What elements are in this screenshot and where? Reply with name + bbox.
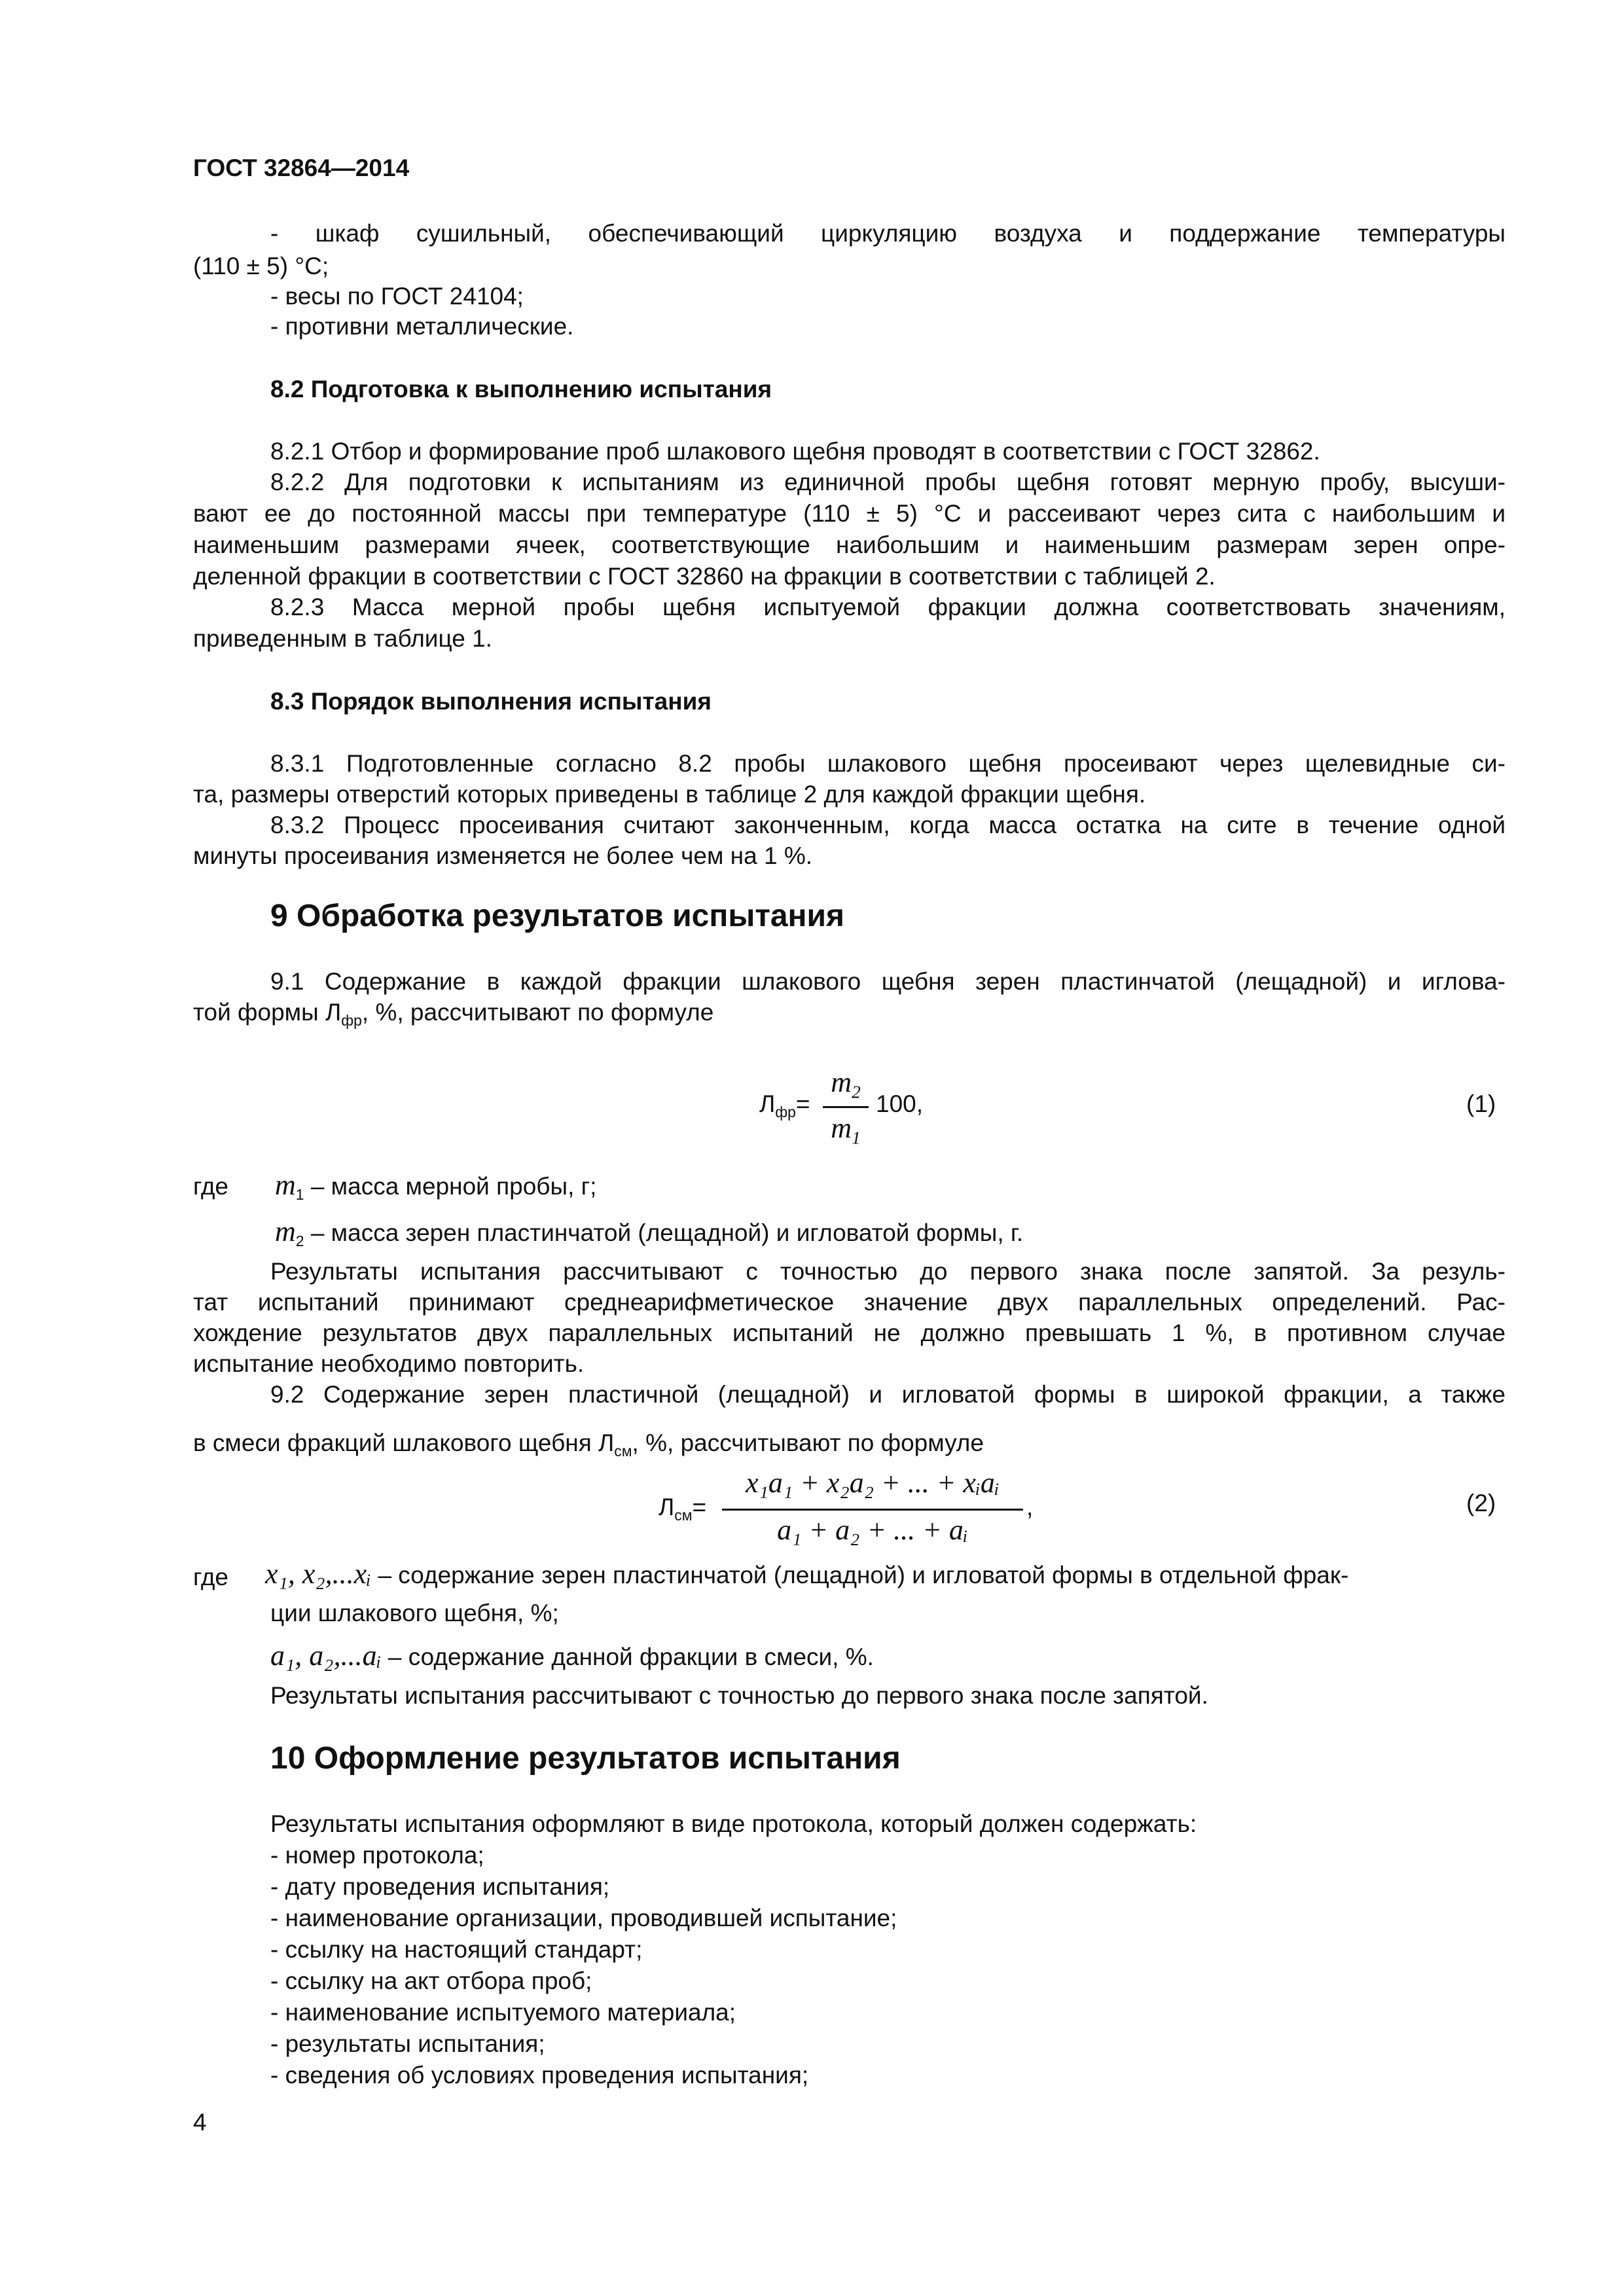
paragraph-line-with-symbol: в смеси фракций шлакового щебня $Л_{см}$, %, рассчитывают по формуле (193, 1429, 984, 1460)
paragraph-line: наименьшим размерами ячеек, соответствующие наибольшим и наименьшим размерам зерен опре- (193, 531, 1506, 558)
paragraph-line: 9.2 Содержание зерен пластичной (лещадной) и игловатой формы в широкой фракции, а также (270, 1381, 1506, 1408)
paragraph-line: хождение результатов двух параллельных испытаний не должно превышать 1 %, в противном случае (193, 1319, 1506, 1346)
paragraph-line: испытание необходимо повторить. (193, 1350, 585, 1377)
list-item: - сведения об условиях проведения испытания; (270, 2062, 809, 2089)
formula-2-fraction-bar (722, 1509, 1023, 1511)
paragraph-line: минуты просеивания изменяется не более чем на 1 %. (193, 842, 813, 869)
equipment-line: - противни металлические. (270, 313, 574, 340)
formula-1-numerator: $m_2$ (831, 1066, 861, 1102)
list-item: - наименование организации, проводившей испытание; (270, 1905, 897, 1931)
section-heading-10: 10 Оформление результатов испытания (270, 1741, 901, 1776)
paragraph-line: Результаты испытания рассчитывают с точностью до первого знака после запятой. (270, 1682, 1208, 1709)
paragraph-line: 8.3.2 Процесс просеивания считают законченным, когда масса остатка на сите в течение одной (270, 812, 1506, 838)
list-item: - номер протокола; (270, 1842, 484, 1869)
section-heading-8-3: 8.3 Порядок выполнения испытания (270, 688, 712, 715)
formula-1-number: (1) (1466, 1090, 1496, 1117)
formula-2-number: (2) (1466, 1490, 1496, 1516)
section-heading-8-2: 8.2 Подготовка к выполнению испытания (270, 376, 772, 403)
list-item: - наименование испытуемого материала; (270, 1999, 736, 2026)
page-number: 4 (193, 2109, 207, 2136)
m1-definition: $m_1$ – масса мерной пробы, г; (275, 1169, 597, 1204)
formula-1-lhs: $Л_{фр}=$ (759, 1090, 810, 1121)
paragraph-line: приведенным в таблице 1. (193, 625, 492, 652)
paragraph-line: 8.3.1 Подготовленные согласно 8.2 пробы шлакового щебня просеивают через щелевидные си- (270, 750, 1506, 777)
doc-code-header: ГОСТ 32864—2014 (193, 154, 410, 181)
paragraph-line: 8.2.2 Для подготовки к испытаниям из единичной пробы щебня готовят мерную пробу, высуши- (270, 469, 1506, 495)
formula-2-denominator: a₁ + a₂ + ... + aᵢ (777, 1514, 968, 1546)
formula-2-tail: , (1026, 1494, 1034, 1520)
paragraph-line: тат испытаний принимают среднеарифметическое значение двух параллельных определений. Рас- (193, 1289, 1506, 1316)
m2-definition: $m_2$ – масса зерен пластинчатой (лещадной) и игловатой формы, г. (275, 1215, 1024, 1250)
formula-2-numerator: x₁a₁ + x₂a₂ + ... + xᵢaᵢ (746, 1467, 1000, 1499)
list-item: - дату проведения испытания; (270, 1873, 610, 1900)
formula-2-lhs: $Л_{см}=$ (659, 1494, 707, 1524)
paragraph-line: деленной фракции в соответствии с ГОСТ 32860 на фракции в соответствии с таблицей 2. (193, 563, 1216, 590)
equipment-line: - шкаф сушильный, обеспечивающий циркуляцию воздуха и поддержание температуры (270, 220, 1506, 247)
equipment-line: - весы по ГОСТ 24104; (270, 283, 524, 310)
a-definition: a₁, a₂,...aᵢ – содержание данной фракции в смеси, %. (270, 1640, 874, 1672)
paragraph-line: Результаты испытания оформляют в виде протокола, который должен содержать: (270, 1810, 1197, 1837)
formula-1-denominator: $m_1$ (831, 1112, 861, 1148)
paragraph-line: та, размеры отверстий которых приведены в таблице 2 для каждой фракции щебня. (193, 781, 1146, 808)
paragraph-line: 9.1 Содержание в каждой фракции шлакового щебня зерен пластинчатой (лещадной) и иглова- (270, 968, 1506, 995)
formula-1-fraction-bar (823, 1106, 869, 1108)
paragraph-line-with-symbol: той формы $Л_{фр}$, %, рассчитывают по формуле (193, 999, 714, 1030)
x-definition: x₁, x₂,...xᵢ – содержание зерен пластинчатой (лещадной) и игловатой формы в отдельной фрак- (265, 1558, 1349, 1590)
list-item: - ссылку на акт отбора проб; (270, 1967, 592, 1994)
where-label: где (193, 1564, 229, 1590)
paragraph-line: 8.2.1 Отбор и формирование проб шлакового щебня проводят в соответствии с ГОСТ 32862. (270, 438, 1320, 465)
list-item: - ссылку на настоящий стандарт; (270, 1936, 643, 1963)
section-heading-9: 9 Обработка результатов испытания (270, 899, 845, 933)
equipment-line: (110 ± 5) °С; (193, 253, 329, 279)
formula-1-tail: 100, (876, 1090, 924, 1117)
paragraph-line: 8.2.3 Масса мерной пробы щебня испытуемой фракции должна соответствовать значениям, (270, 594, 1506, 620)
paragraph-line: Результаты испытания рассчитывают с точностью до первого знака после запятой. За резуль- (270, 1258, 1506, 1285)
paragraph-line: вают ее до постоянной массы при температуре (110 ± 5) °С и рассеивают через сита с наибольшим и (193, 500, 1506, 527)
list-item: - результаты испытания; (270, 2030, 545, 2057)
x-definition-continued: ции шлакового щебня, %; (270, 1600, 559, 1626)
where-label: где (193, 1173, 229, 1200)
